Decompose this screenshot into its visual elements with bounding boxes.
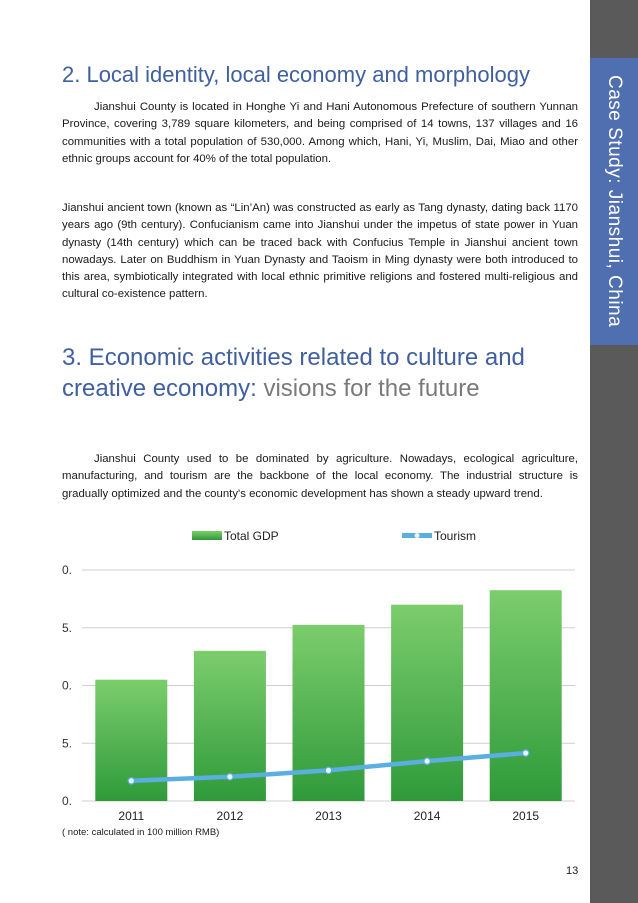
gdp-bar <box>293 625 365 801</box>
section-heading-local-identity: 2. Local identity, local economy and morphology <box>62 62 530 87</box>
heading-sub: visions for the future <box>263 375 480 402</box>
legend-label-gdp: Total GDP <box>224 529 279 543</box>
gdp-bar <box>490 590 562 801</box>
gdp-tourism-chart <box>40 520 590 830</box>
tourism-point <box>325 767 331 773</box>
x-tick-label: 2011 <box>118 809 145 823</box>
paragraph-county-overview: Jianshui County is located in Honghe Yi and Hani Autonomous Prefecture of southern Yunnan Province, covering 3,789 square kilometers, and being comprised of 14 towns, 137 villages and 16 communities with a total population of 530,000. Among which, Hani, Yi, Muslim, Dai, Miao and other ethnic groups account for 40% of the total population. <box>62 101 578 165</box>
tourism-point <box>227 774 233 780</box>
sidebar-title: Case Study: Jianshui, China <box>604 75 625 328</box>
tourism-point <box>128 778 134 784</box>
tourism-point <box>523 750 529 756</box>
x-tick-label: 2012 <box>216 809 244 823</box>
paragraph-ancient-town: Jianshui ancient town (known as “Lin’An) was constructed as early as Tang dynasty, dating back 1170 years ago (9th century). Confucianism came into Jianshui under the impetus of state power in Yuan dynasty (14th century) which can be traced back with Confucius Temple in Jianshui ancient town nowadays. Later on Buddhism in Yuan Dynasty and Taoism in Ming dynasty were both introduced to this area, symbiotically integrated with local ethnic primitive religions and fostered multi-religious and cultural co-existence pattern. <box>62 202 578 301</box>
y-tick-label: 0. <box>62 563 73 577</box>
heading-main: 3. Economic activities related to culture and creative economy: <box>62 344 525 402</box>
y-tick-label: 0. <box>62 678 73 693</box>
tourism-point <box>424 758 430 764</box>
y-tick-label: 0. <box>62 794 73 808</box>
legend-marker-tourism <box>415 533 420 538</box>
y-tick-label: 5. <box>62 620 73 635</box>
x-tick-label: 2014 <box>413 809 441 823</box>
legend-label-tourism: Tourism <box>434 529 477 543</box>
page-number: 13 <box>566 865 579 877</box>
gdp-bar <box>391 605 463 801</box>
legend-swatch-gdp <box>192 531 222 540</box>
x-tick-label: 2015 <box>512 809 540 823</box>
chart-note: ( note: calculated in 100 million RMB) <box>62 827 220 838</box>
section-heading-economic-activities <box>62 342 578 404</box>
y-tick-label: 5. <box>62 736 73 751</box>
paragraph-economy: Jianshui County used to be dominated by agriculture. Nowadays, ecological agriculture, manufacturing, and tourism are the backbone of the local economy. The industrial structure is gradually optimized and the county's economic development has shown a steady upward trend. <box>62 453 578 500</box>
x-tick-label: 2013 <box>315 809 342 823</box>
